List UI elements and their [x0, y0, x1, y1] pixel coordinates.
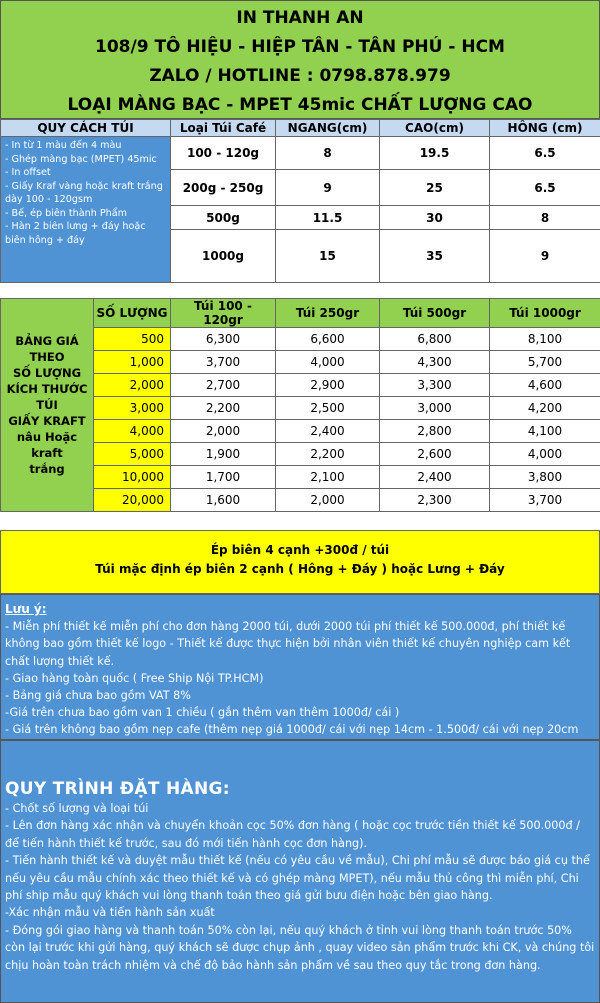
spec-header: Loại Túi Café: [171, 120, 276, 137]
spec-line: - Ghép màng bạc (MPET) 45mic: [5, 153, 157, 165]
bag-width: 9: [276, 170, 380, 206]
surcharge-note: [0, 530, 600, 594]
process-step: - Lên đơn hàng xác nhận và chuyển khoản cọc 50% đơn hàng ( hoặc cọc trước tiền thiết kế 500.000đ / để tiến hành thiết kế trước, sau đó mới tiến hành cọc đơn hàng).: [5, 819, 580, 850]
order-process-section: [0, 740, 600, 1003]
bag-type: 200g - 250g: [171, 170, 276, 206]
bag-side: 8: [490, 206, 600, 230]
quantity: 5,000: [94, 443, 171, 466]
product-type: LOẠI MÀNG BẠC - MPET 45mic CHẤT LƯỢNG CAO: [67, 95, 533, 115]
spec-header: HÔNG (cm): [490, 120, 600, 137]
quantity: 10,000: [94, 466, 171, 489]
header-banner: [0, 0, 600, 119]
price: 2,200: [276, 443, 380, 466]
spec-header: NGANG(cm): [276, 120, 380, 137]
price: 4,200: [490, 397, 600, 420]
price: 2,700: [171, 374, 276, 397]
price: 2,200: [171, 397, 276, 420]
process-step: - Đóng gói giao hàng và thanh toán 50% còn lại, nếu quý khách ở tỉnh vui lòng thanh toán trước 50% còn lại trước khi gửi hàng, quý khách sẽ được chụp ảnh , quay video sản phẩm trước khi CK, và chúng tôi chịu hoàn toàn trách nhiệm và chế độ bảo hành sản phẩm về sau theo quy tắc trong đơn hàng.: [5, 923, 595, 972]
price: 4,300: [380, 351, 490, 374]
price-header: Túi 1000gr: [490, 299, 600, 328]
price: 2,600: [380, 443, 490, 466]
bag-type: 100 - 120g: [171, 137, 276, 170]
price: 2,100: [276, 466, 380, 489]
price: 4,000: [276, 351, 380, 374]
process-body: [5, 800, 595, 974]
price: 1,600: [171, 489, 276, 512]
bag-height: 35: [380, 230, 490, 283]
process-step: -Xác nhận mẫu và tiến hành sản xuất: [5, 906, 215, 920]
notes-section: [0, 594, 600, 740]
spec-row: [1, 137, 600, 170]
spec-line: - In từ 1 màu đến 4 màu: [5, 140, 122, 151]
note-item: - Bảng giá chưa bao gồm VAT 8%: [5, 689, 191, 703]
process-step: - Chốt số lượng và loại túi: [5, 802, 149, 815]
price: 4,600: [490, 374, 600, 397]
note-item: - Miễn phí thiết kế miễn phí cho đơn hàng 2000 túi, dưới 2000 túi phí thiết kế 500.000đ, phí thiết kế không bao gồm thiết kế logo - Thiết kế được thực hiện bởi nhân viên thiết kế chuyên nghiệp cam kết chất lượng thiết kế.: [5, 620, 571, 668]
price-header: Túi 500gr: [380, 299, 490, 328]
spec-line: - Bế, ép biên thành Phẩm: [5, 207, 127, 219]
price: 2,800: [380, 420, 490, 443]
price: 1,900: [171, 443, 276, 466]
spec-header: QUY CÁCH TÚI: [1, 120, 171, 137]
bag-width: 11.5: [276, 206, 380, 230]
spec-line: - Hàn 2 biên lưng + đáy hoặc biên hông + đáy: [5, 221, 146, 246]
bag-height: 25: [380, 170, 490, 206]
price-header: Túi 250gr: [276, 299, 380, 328]
bag-type: 500g: [171, 206, 276, 230]
quantity: 3,000: [94, 397, 171, 420]
surcharge-line: Túi mặc định ép biên 2 cạnh ( Hông + Đáy ) hoặc Lưng + Đáy: [95, 562, 505, 576]
price: 6,600: [276, 328, 380, 351]
price: 2,300: [380, 489, 490, 512]
company-address: 108/9 TÔ HIỆU - HIỆP TÂN - TÂN PHÚ - HCM: [95, 37, 505, 57]
note-item: - Giao hàng toàn quốc ( Free Ship Nội TP.HCM): [5, 671, 264, 685]
price: 3,300: [380, 374, 490, 397]
price: 4,100: [490, 420, 600, 443]
surcharge-line: Ép biên 4 cạnh +300đ / túi: [210, 543, 390, 557]
bag-height: 30: [380, 206, 490, 230]
process-step: - Tiến hành thiết kế và duyệt mẫu thiết kế (nếu có yêu cầu về mẫu), Chi phí mẫu sẽ được báo giá cụ thể nếu yêu cầu mẫu chính xác theo thiết kế và có ghép màng MPET), nếu mẫu thủ công thì miễn phí, Chi phí ship mẫu quý khách vui lòng thanh toán theo giá gửi bưu điện hoặc bên giao hàng.: [5, 854, 590, 903]
price: 2,400: [380, 466, 490, 489]
spec-line: - Giấy Kraf vàng hoặc kraft trắng dày 100 - 120gsm: [5, 180, 163, 205]
process-title: QUY TRÌNH ĐẶT HÀNG:: [5, 779, 230, 799]
bag-width: 15: [276, 230, 380, 283]
price: 3,000: [380, 397, 490, 420]
price-header: Túi 100 - 120gr: [171, 299, 276, 328]
price: 5,700: [490, 351, 600, 374]
notes-title: Lưu ý:: [5, 602, 47, 616]
spec-header-row: [1, 120, 600, 137]
company-name: IN THANH AN: [236, 8, 364, 28]
price: 3,700: [171, 351, 276, 374]
price: 2,000: [171, 420, 276, 443]
price: 6,300: [171, 328, 276, 351]
price: 3,700: [490, 489, 600, 512]
note-item: - Giá trên không bao gồm nẹp cafe (thêm nẹp giá 1000đ/ cái với nẹp 14cm - 1.500đ/ cái với nẹp 20cm: [5, 723, 579, 737]
price: 2,400: [276, 420, 380, 443]
price: 4,000: [490, 443, 600, 466]
quantity: 20,000: [94, 489, 171, 512]
price: 8,100: [490, 328, 600, 351]
bag-height: 19.5: [380, 137, 490, 170]
price-table: [0, 298, 600, 512]
bag-type: 1000g: [171, 230, 276, 283]
price: 2,900: [276, 374, 380, 397]
quantity: 4,000: [94, 420, 171, 443]
quantity-header: SỐ LƯỢNG: [94, 299, 171, 328]
hotline: ZALO / HOTLINE : 0798.878.979: [149, 66, 451, 86]
bag-side: 9: [490, 230, 600, 283]
quantity: 500: [94, 328, 171, 351]
price: 2,000: [276, 489, 380, 512]
bag-side: 6.5: [490, 170, 600, 206]
price: 1,700: [171, 466, 276, 489]
spec-line: - In offset: [5, 167, 51, 178]
quantity: 2,000: [94, 374, 171, 397]
bag-width: 8: [276, 137, 380, 170]
spec-header: CAO(cm): [380, 120, 490, 137]
price: 3,800: [490, 466, 600, 489]
price: 6,800: [380, 328, 490, 351]
quantity: 1,000: [94, 351, 171, 374]
spec-table: [0, 119, 600, 283]
price: 2,500: [276, 397, 380, 420]
note-item: -Giá trên chưa bao gồm van 1 chiều ( gắn thêm van thêm 1000đ/ cái ): [5, 706, 400, 720]
bag-side: 6.5: [490, 137, 600, 170]
price-table-label: BẢNG GIÁ THEO SỐ LƯỢNG KÍCH THƯỚC TÚI GIẤY KRAFT nâu Hoặc kraft trắng: [1, 299, 94, 512]
price-header-row: [1, 299, 600, 328]
spec-description: [1, 137, 171, 283]
